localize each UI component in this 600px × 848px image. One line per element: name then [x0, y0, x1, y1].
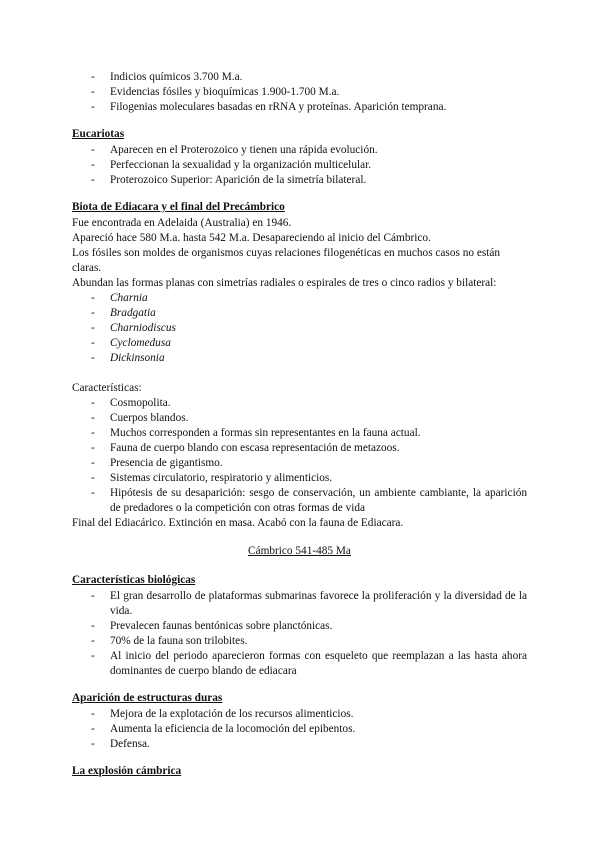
list-item: - Proterozoico Superior: Aparición de la simetría bilateral. [72, 173, 527, 188]
list-item: - Aparecen en el Proterozoico y tienen una rápida evolución. [72, 143, 527, 158]
paragraph: Apareció hace 580 M.a. hasta 542 M.a. Desapareciendo al inicio del Cámbrico. [72, 232, 431, 244]
list-item: - Fauna de cuerpo blando con escasa representación de metazoos. [72, 441, 527, 456]
estructuras-duras-list [72, 707, 527, 752]
list-item: - Evidencias fósiles y bioquímicas 1.900-1.700 M.a. [72, 85, 527, 100]
list-item: - 70% de la fauna son trilobites. [72, 634, 527, 649]
eucariotas-list [72, 143, 527, 188]
period-title: Cámbrico 541-485 Ma [248, 545, 351, 557]
section-heading-explosion: La explosión cámbrica [72, 765, 182, 777]
genus-item: - Cyclomedusa [72, 336, 527, 351]
list-item: - Cosmopolita. [72, 396, 527, 411]
biologicas-list [72, 589, 527, 679]
spacer [72, 366, 527, 381]
list-item: - Cuerpos blandos. [72, 411, 527, 426]
paragraph: Fue encontrada en Adelaida (Australia) en 1946. [72, 217, 292, 229]
list-item: - Sistemas circulatorio, respiratorio y alimenticios. [72, 471, 527, 486]
list-item: - El gran desarrollo de plataformas submarinas favorece la proliferación y la diversidad de la vida. [72, 589, 527, 619]
list-item: - Aumenta la eficiencia de la locomoción del epibentos. [72, 722, 527, 737]
caracteristicas-label: Características: [72, 382, 142, 394]
caracteristicas-list [72, 396, 527, 516]
list-item: - Defensa. [72, 737, 527, 752]
genus-item: - Charnia [72, 291, 527, 306]
list-item: - Perfeccionan la sexualidad y la organización multicelular. [72, 158, 527, 173]
genera-list [72, 291, 527, 366]
list-item: - Al inicio del periodo aparecieron formas con esqueleto que reemplazan a las hasta ahora dominantes de cuerpo blando de ediacara [72, 649, 527, 679]
section-heading-estructuras-duras: Aparición de estructuras duras [72, 692, 223, 704]
list-item: - Muchos corresponden a formas sin representantes en la fauna actual. [72, 426, 527, 441]
list-item: - Hipótesis de su desaparición: sesgo de conservación, un ambiente cambiante, la aparición de predadores o la competición con otras formas de vida [72, 486, 527, 516]
list-item: - Filogenias moleculares basadas en rRNA y proteínas. Aparición temprana. [72, 100, 527, 115]
section-heading-ediacara: Biota de Ediacara y el final del Precámbrico [72, 201, 285, 213]
list-item: - Prevalecen faunas bentónicas sobre planctónicas. [72, 619, 527, 634]
genus-item: - Dickinsonia [72, 351, 527, 366]
section-heading-biologicas: Características biológicas [72, 574, 196, 586]
list-item: - Mejora de la explotación de los recursos alimenticios. [72, 707, 527, 722]
paragraph: Los fósiles son moldes de organismos cuyas relaciones filogenéticas en muchos casos no están claras. [72, 247, 501, 274]
intro-list [72, 70, 527, 115]
page-content [72, 70, 527, 780]
section-heading-eucariotas: Eucariotas [72, 128, 125, 140]
closing-paragraph: Final del Ediacárico. Extinción en masa. Acabó con la fauna de Ediacara. [72, 517, 404, 529]
paragraph: Abundan las formas planas con simetrías radiales o espirales de tres o cinco radios y bilateral: [72, 277, 497, 289]
list-item: - Presencia de gigantismo. [72, 456, 527, 471]
genus-item: - Bradgatia [72, 306, 527, 321]
list-item: - Indicios químicos 3.700 M.a. [72, 70, 527, 85]
genus-item: - Charniodiscus [72, 321, 527, 336]
